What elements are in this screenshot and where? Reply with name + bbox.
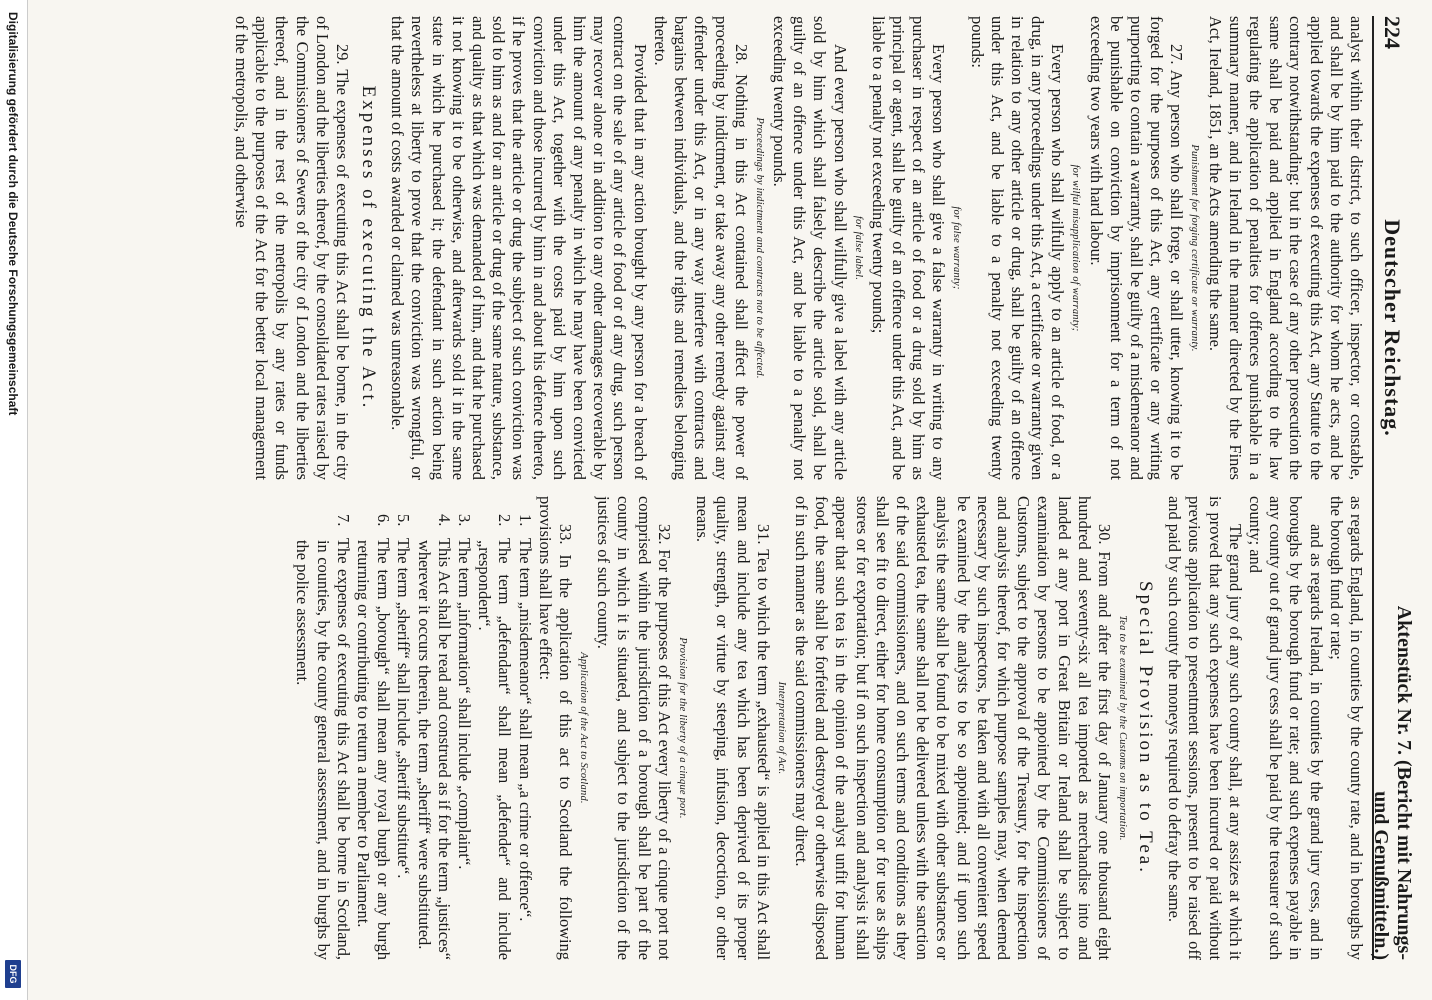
text-columns: [96, 16, 1366, 960]
marginal-note: for wilful misapplication of warranty;: [1070, 164, 1082, 332]
paragraph: 31. Tea to which the term „exhausted“ is applied in this Act shall mean and include any tea which has been deprived of its proper quality, strength, or virtue by steeping, infusion, decoction, or other means.: [693, 496, 773, 960]
list-text: The term „misdemeanor“ shall mean „a crime or offence“.: [515, 538, 535, 922]
marginal-note: Tea to be examined by the Customs on importation.: [1116, 615, 1128, 841]
marginal-note: Proceedings by indictment and contracts not to be affected.: [753, 117, 765, 379]
list-item: [353, 496, 393, 960]
marginal-note: for false label.: [852, 215, 864, 281]
marginal-note: Interpretation of Act.: [775, 681, 787, 775]
list-text: The term „defendant“ shall mean „defender“ and include „respondent“.: [475, 538, 515, 960]
list-text: The term „borough“ shall mean any royal burgh or any burgh returning or contributing to return a member to Parliament.: [354, 538, 394, 960]
list-text: The term „sheriff“ shall include „sheriff substitute“.: [394, 538, 414, 879]
page-number: 224: [1380, 16, 1405, 49]
paragraph: Every person who shall give a false warranty in writing to any purchaser in respect of an article of food or a drug sold by him as principal or agent, shall be guilty of an offence under this Act, and be liable to a penalty not exceeding twenty pounds;: [868, 16, 949, 480]
paragraph: analyst within their district, to such officer, inspector, or constable, and shall be by him paid to the authority for whom he acts, and be applied towards the expenses of executing this Act, any Statute to the contrary notwithstanding: but in the case of any other prosecution the same shall be paid and applied in England according to the law regulating the application of penalties for offences punishable in a summary manner, and in Ireland in the manner directed by the Fines Act, Ireland, 1851, an the Acts amending the same.: [1205, 16, 1366, 480]
section-heading: Special Provision as to Tea.: [1134, 581, 1156, 875]
left-column: [96, 16, 1366, 480]
paragraph: 30. From and after the first day of January one thousand eight hundred and seventy-six all tea imported as merchandise into and landed at any port in Great Britain or Ireland shall be subject to examination by persons to be appointed by the Commissioners of Customs, subject to the approval of the Treasury, for the inspection and analysis thereof, for which purpose samples may, when deemed necessary by such inspectors, be taken and with all convenient speed be examined by the analysts to be so appointed; and if upon such analysis the same shall be found to be mixed with other substances or exhausted tea, the same shall not be delivered unless with the sanction of the said commissioners, and on such terms and conditions as they shall see fit to direct, either for home consumption or for use as ships stores or for exportation; but if on such inspection and analysis it shall appear that such tea is in the opinion of the analyst unfit for human food, the same shall be forfeited and destroyed or otherwise disposed of in such manner as the said commissioners may direct.: [791, 496, 1114, 960]
list-text: This Act shall be read and construed as if for the term „justices“ wherever it occurs therein, the term „sheriff“ were substituted.: [414, 538, 454, 960]
marginal-note: Provision for the liberty of a cinque port.: [676, 637, 688, 819]
list-number: 7.: [333, 514, 353, 527]
digitization-credit: [0, 0, 28, 1000]
section-heading: Expenses of executing the Act.: [358, 85, 380, 411]
paragraph: 27. Any person who shall forge, or shall utter, knowing it to be forged for the purposes of this Act, any certificate or any writing purporting to contain a warranty, shall be guilty of a misdemeanor and be punishable on conviction by imprisonment for a term of not exceeding two years with hard labour.: [1086, 16, 1187, 480]
paragraph: And every person who shall wilfully give a label with any article sold by him which shall falsely describe the article sold, shall be guilty of an offence under this Act, and be liable to a penalty not exceeding twenty pounds.: [769, 16, 850, 480]
list-item: [474, 496, 514, 960]
paragraph: as regards England, in counties by the county rate, and in boroughs by the borough fund or rate;: [1326, 496, 1366, 960]
list-number: 6.: [374, 514, 394, 527]
marginal-note: for false warranty;: [951, 206, 963, 290]
paragraph: 28. Nothing in this Act contained shall affect the power of proceeding by indictment, or take away any other remedy against any offender under this Act, or in any way interfere with contracts and bargains between individuals, and the rights and remedies belonging thereto.: [650, 16, 751, 480]
list-item: [454, 496, 474, 960]
list-number: 1.: [515, 514, 535, 527]
list-number: 5.: [394, 514, 414, 527]
dfg-logo-icon: DFG: [6, 960, 22, 988]
page-subtitle: Aktenstück Nr. 7. (Bericht mit Nahrungs- und Genußmitteln.): [1370, 605, 1415, 960]
paragraph: Provided that in any action brought by any person for a breach of contract on the sale of any article of food or of any drug, such person may recover alone or in addition to any other damages recoverable by him the amount of any penalty in which he may have been convicted under this Act, together with the costs paid by him upon such conviction and those incurred by him in and about his defence thereto, if he proves that the article or drug the subject of such conviction was sold to him as and for an article or drug of the same nature, substance, and quality as that which was demanded of him, and that he purchased it not knowing it to be otherwise, and afterwards sold it in the same state in which he purchased it; the defendant in such action being nevertheless at liberty to prove that the conviction was wrongful, or that the amount of costs awarded or claimed was unreasonable.: [388, 16, 650, 480]
page-title: Deutscher Reichstag.: [1380, 219, 1405, 437]
credit-text: Digitalisierung gefördert durch die Deutsche Forschungsgemeinschaft: [6, 12, 21, 416]
list-text: The term „information“ shall include „complaint“.: [455, 538, 475, 870]
paragraph: 33. In the application of this act to Scotland the following provisions shall have effect:: [535, 496, 576, 960]
paragraph: Every person who shall wilfully apply to an article of food, or a drug, in any proceedings under this Act, a certificate or warranty given in relation to any other article or drug, shall be guilty of an offence under this Act, and be liable to a penalty not exceeding twenty pounds:: [967, 16, 1068, 480]
paragraph: and as regards Ireland, in counties by the grand jury cess, and in boroughs by the borough fund or rate; and such expenses payable in any county out of grand jury cess shall be paid by the treasurer of such county; and: [1245, 496, 1326, 960]
right-column: [96, 496, 1366, 960]
list-number: 2.: [495, 514, 515, 527]
list-number: 3.: [455, 514, 475, 527]
list-item: [413, 496, 453, 960]
list-number: 4.: [434, 514, 454, 527]
list-item: [292, 496, 353, 960]
paragraph: The grand jury of any such county shall, at any assizes at which it is proved that any such expenses have been incurred or paid without previous application to presentment sessions, present to be raised off and paid by such county the moneys required to defray the same.: [1165, 496, 1245, 960]
marginal-note: Punishment for forging certificate or warranty.: [1189, 144, 1201, 352]
marginal-note: Application of the Act to Scotland.: [578, 652, 590, 804]
list-item: [393, 496, 413, 960]
paragraph: 29. The expenses of executing this Act shall be borne, in the city of London and the liberties thereof, by the consolidated rates raised by the Commissioners of Sewers of the city of London and the liberties thereof, and in the rest of the metropolis by any rates or funds applicable to the purposes of the Act for the better local management of the metropolis, and otherwise: [232, 16, 353, 480]
page-header: [1370, 16, 1415, 960]
list-item: [514, 496, 534, 960]
paragraph: 32. For the purposes of this Act every liberty of a cinque port not comprised within the jurisdiction of a borough shall be part of the county in which it is situated, and subject to the jurisdiction of the justices of such county.: [594, 496, 674, 960]
list-text: The expenses of executing this Act shall be borne in Scotland, in counties, by the county general assessment, and in burghs by the police assessment.: [293, 538, 353, 960]
